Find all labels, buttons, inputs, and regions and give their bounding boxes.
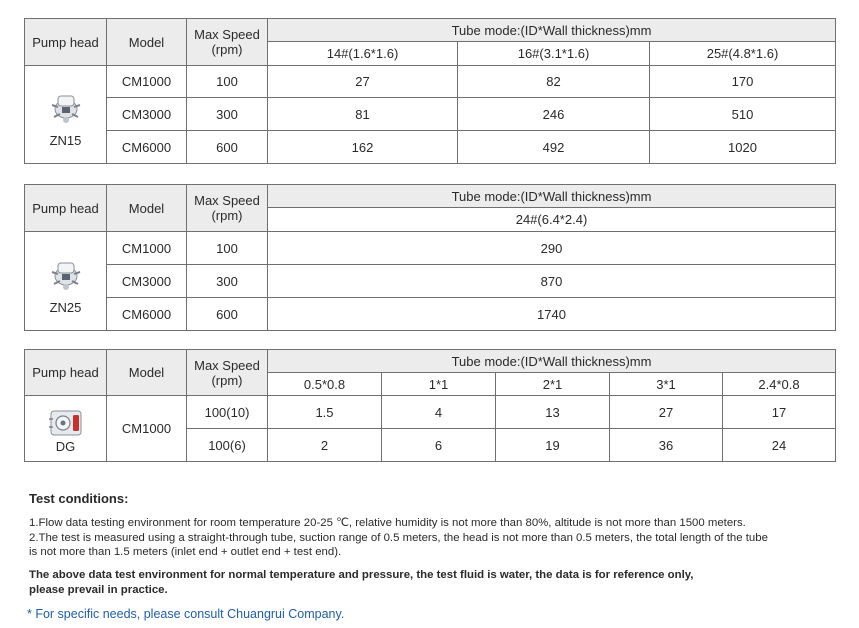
flow-value: 17 — [723, 396, 836, 429]
flow-value: 870 — [268, 265, 836, 298]
table-row — [25, 265, 836, 298]
flow-value: 290 — [268, 232, 836, 265]
header-max-speed-label: Max Speed — [194, 193, 260, 208]
table-row — [25, 98, 836, 131]
table-row — [25, 298, 836, 331]
model-cell: CM3000 — [107, 98, 187, 131]
pump-head-zn-icon — [46, 87, 86, 127]
tube-size-header: 2.4*0.8 — [723, 373, 836, 396]
model-cell: CM3000 — [107, 265, 187, 298]
flow-value: 6 — [382, 429, 496, 462]
disclaimer-line-1: The above data test environment for normal temperature and pressure, the test fluid is water, the data is for reference only, — [29, 569, 694, 581]
header-tube-mode: Tube mode:(ID*Wall thickness)mm — [268, 350, 836, 373]
flow-value: 4 — [382, 396, 496, 429]
header-max-speed — [187, 350, 268, 396]
pump-head-name: ZN25 — [49, 299, 82, 315]
tube-size-header: 0.5*0.8 — [268, 373, 382, 396]
flow-table-dg — [24, 349, 836, 462]
speed-cell: 600 — [187, 131, 268, 164]
model-cell: CM1000 — [107, 396, 187, 462]
flow-value: 27 — [268, 66, 458, 98]
header-max-speed-unit: (rpm) — [211, 42, 243, 57]
pump-head-name: ZN15 — [49, 133, 82, 148]
tube-size-header: 1*1 — [382, 373, 496, 396]
header-max-speed — [187, 185, 268, 232]
flow-value: 2 — [268, 429, 382, 462]
table-row — [25, 131, 836, 164]
header-max-speed-unit: (rpm) — [211, 208, 243, 223]
disclaimer-line-2: please prevail in practice. — [29, 583, 168, 596]
model-cell: CM1000 — [107, 232, 187, 265]
table-row — [25, 396, 836, 429]
flow-value: 1.5 — [268, 396, 382, 429]
speed-cell: 300 — [187, 98, 268, 131]
flow-value: 1740 — [268, 298, 836, 331]
speed-cell: 100 — [187, 232, 268, 265]
consult-note: * For specific needs, please consult Chuangrui Company. — [27, 607, 345, 621]
flow-value: 36 — [610, 429, 723, 462]
flow-value: 162 — [268, 131, 458, 164]
flow-value: 82 — [458, 66, 650, 98]
note-2-line-2: is not more than 1.5 meters (inlet end + outlet end + test end). — [29, 546, 342, 558]
flow-value: 246 — [458, 98, 650, 131]
flow-value: 13 — [496, 396, 610, 429]
tube-size-header: 25#(4.8*1.6) — [650, 42, 836, 66]
tube-size-header: 16#(3.1*1.6) — [458, 42, 650, 66]
header-max-speed — [187, 19, 268, 66]
flow-value: 492 — [458, 131, 650, 164]
header-pump-head: Pump head — [25, 185, 107, 232]
flow-value: 1020 — [650, 131, 836, 164]
test-conditions-title: Test conditions: — [29, 491, 129, 506]
tube-size-header: 2*1 — [496, 373, 610, 396]
header-tube-mode: Tube mode:(ID*Wall thickness)mm — [268, 185, 836, 208]
tube-size-header: 24#(6.4*2.4) — [268, 208, 836, 232]
flow-table-zn25 — [24, 184, 836, 331]
table-row — [25, 66, 836, 98]
flow-value: 510 — [650, 98, 836, 131]
header-model: Model — [107, 19, 187, 66]
flow-value: 81 — [268, 98, 458, 131]
header-pump-head: Pump head — [25, 19, 107, 66]
model-cell: CM1000 — [107, 66, 187, 98]
speed-cell: 100 — [187, 66, 268, 98]
header-model: Model — [107, 185, 187, 232]
speed-cell: 100(10) — [187, 396, 268, 429]
flow-value: 19 — [496, 429, 610, 462]
tube-size-header: 14#(1.6*1.6) — [268, 42, 458, 66]
header-max-speed-label: Max Speed — [194, 357, 260, 373]
table-row — [25, 232, 836, 265]
flow-value: 27 — [610, 396, 723, 429]
note-1: 1.Flow data testing environment for room temperature 20-25 ℃, relative humidity is not more than 80%, altitude is not more than 1500 meters. — [29, 517, 746, 529]
header-pump-head: Pump head — [25, 350, 107, 396]
reference-disclaimer — [29, 568, 809, 597]
pump-head-cell — [25, 232, 107, 331]
speed-cell: 100(6) — [187, 429, 268, 462]
pump-head-dg-icon — [47, 405, 85, 439]
note-2-line-1: 2.The test is measured using a straight-through tube, suction range of 0.5 meters, the head is not more than 0.5 meters, the total length of the tube — [29, 531, 768, 544]
flow-value: 24 — [723, 429, 836, 462]
flow-table-zn15 — [24, 18, 836, 164]
pump-head-zn-icon — [46, 254, 86, 294]
pump-head-cell — [25, 396, 107, 462]
flow-value: 170 — [650, 66, 836, 98]
speed-cell: 300 — [187, 265, 268, 298]
test-conditions-notes — [29, 516, 809, 560]
header-model: Model — [107, 350, 187, 396]
header-max-speed-unit: (rpm) — [211, 372, 243, 388]
pump-head-name: DG — [55, 439, 76, 454]
header-tube-mode: Tube mode:(ID*Wall thickness)mm — [268, 19, 836, 42]
pump-head-cell — [25, 66, 107, 164]
model-cell: CM6000 — [107, 298, 187, 331]
header-max-speed-label: Max Speed — [194, 27, 260, 42]
model-cell: CM6000 — [107, 131, 187, 164]
speed-cell: 600 — [187, 298, 268, 331]
tube-size-header: 3*1 — [610, 373, 723, 396]
